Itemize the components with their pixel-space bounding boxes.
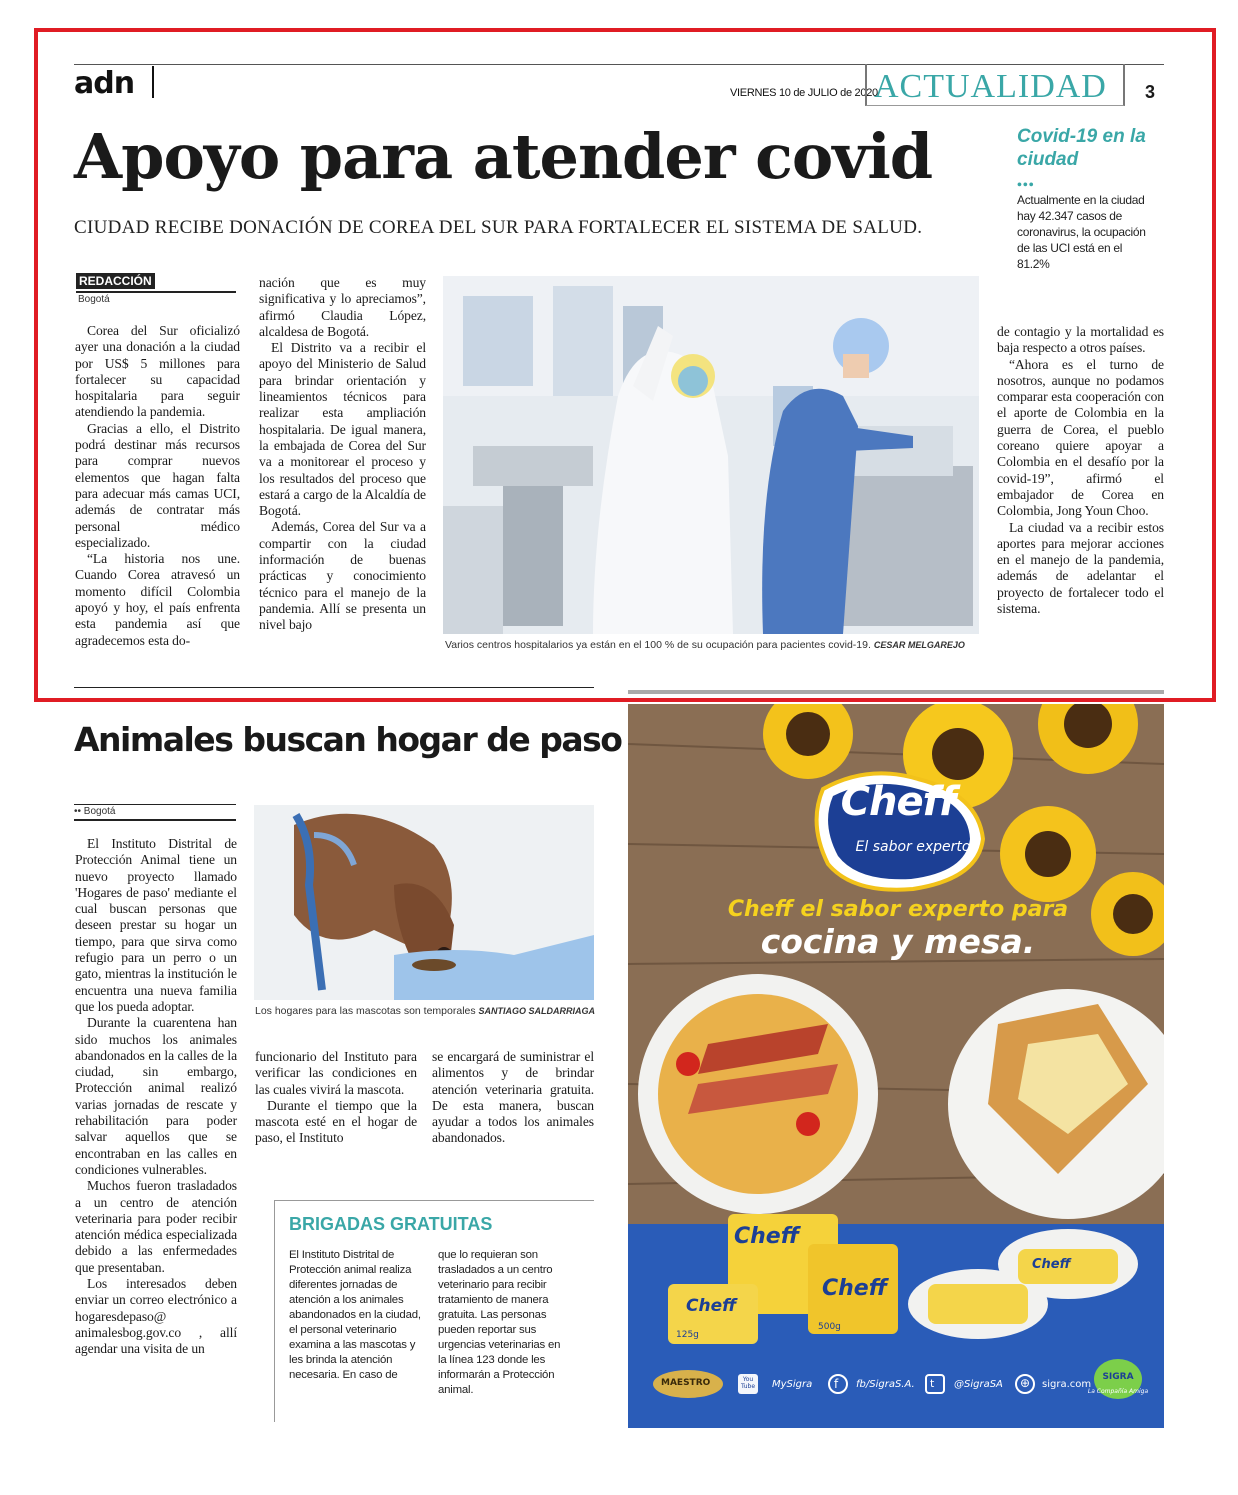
paragraph: Además, Corea del Sur va a compartir con la ciudad información de buenas prácticas y conocimiento técnico para el manejo de la pandemia. Allí se presenta un nivel bajo (259, 519, 426, 633)
article2-location: •• Bogotá (74, 804, 236, 821)
paragraph: Corea del Sur oficializó ayer una donación a la ciudad por US$ 5 millones para fortalecer su capacidad hospitalaria para seguir atendiendo la pandemia. (75, 323, 240, 420)
sidebar-text: Actualmente en la ciudad hay 42.347 casos de coronavirus, la ocupación de las UCI está en el 81.2% (1017, 193, 1146, 271)
hospital-photo (443, 276, 979, 634)
product-label: Cheff (734, 1224, 800, 1249)
newspaper-logo: adn (74, 66, 135, 101)
article-headline: Apoyo para atender covid (74, 120, 933, 193)
article1-column-2 (259, 275, 426, 634)
paragraph: Gracias a ello, el Distrito podrá destinar más recursos para comprar nuevos elementos que hagan falta para adecuar más camas UCI, además de contratar más personal médico especializado. (75, 420, 240, 550)
info-box-column-1: El Instituto Distrital de Protección animal realiza diferentes jornadas de atención a los animales abandonados en la ciudad, el personal veterinario examina a las mascotas y les brinda la atención necesaria. En caso de (289, 1249, 421, 1381)
maestro-badge: MAESTRO (661, 1378, 711, 1388)
social-twitter: @SigraSA (954, 1379, 1003, 1390)
product-label: Cheff (822, 1276, 888, 1301)
article2-column-3 (432, 1049, 594, 1147)
logo-divider (152, 66, 154, 98)
youtube-icon: You Tube (740, 1376, 756, 1390)
product-label: Cheff (1032, 1257, 1071, 1272)
social-facebook: fb/SigraS.A. (856, 1379, 915, 1390)
paragraph: El Instituto Distrital de Protección Animal tiene un nuevo proyecto llamado 'Hogares de paso' mediante el cual buscan personas que deseen prestar su hogar un tiempo, para que sirva como refugio para un perro o un gato, mientras la institución le encuentra una nueva familia que los pueda adoptar. (75, 836, 237, 1014)
caption-text: Los hogares para las mascotas son temporales (255, 1005, 476, 1017)
paragraph: Durante el tiempo que la mascota esté en el hogar de paso, el Instituto (255, 1097, 417, 1146)
social-website: sigra.com (1042, 1379, 1092, 1390)
product-label: Cheff (686, 1296, 737, 1316)
cheff-advertisement (628, 704, 1164, 1428)
paragraph: Muchos fueron trasladados a un centro de atención veterinaria para poder recibir atención médica especializada debido a las enfermedades que presentaban. (75, 1178, 237, 1275)
sigra-tagline: La Compañía Amiga (1087, 1388, 1149, 1395)
photo-credit: SANTIAGO SALDARRIAGA (478, 1006, 596, 1016)
photo-credit: CESAR MELGAREJO (873, 640, 965, 650)
article1-column-1 (75, 323, 240, 649)
facebook-icon: f (834, 1377, 839, 1391)
ad-slogan-line1: Cheff el sabor experto para (727, 897, 1069, 922)
section-divider (74, 687, 594, 688)
brand-tagline: El sabor experto (855, 839, 971, 855)
info-box-column-2: que lo requieran son trasladados a un centro veterinario para recibir tratamiento de manera gratuita. Las personas pueden reportar sus urgencias veterinarias en la línea 123 donde les informarán a Protección animal. (438, 1249, 561, 1396)
paragraph: funcionario del Instituto para verificar las condiciones en las cuales vivirá la mascota. (255, 1049, 417, 1097)
dog-photo (254, 805, 594, 1000)
pack-weight-large: 500g (818, 1322, 841, 1332)
article2-column-1 (75, 836, 237, 1358)
brand-logo: Cheff (840, 779, 956, 825)
byline-location: Bogotá (78, 294, 110, 305)
byline-rule (76, 291, 236, 293)
paragraph: La ciudad va a recibir estos aportes para mejorar acciones en el manejo de la pandemia, además de adelantar el proyecto de fortalecer todo el sistema. (997, 519, 1164, 617)
article2-column-2 (255, 1049, 417, 1147)
sidebar-title: Covid-19 en la ciudad (1017, 126, 1146, 170)
twitter-icon: t (930, 1377, 935, 1390)
photo-caption (255, 1005, 595, 1017)
social-mysigra: MySigra (772, 1379, 813, 1390)
issue-date: VIERNES 10 de JULIO de 2020 (730, 87, 878, 99)
globe-icon: ⊕ (1020, 1376, 1031, 1390)
article-subhead: CIUDAD RECIBE DONACIÓN DE COREA DEL SUR PARA FORTALECER EL SISTEMA DE SALUD. (74, 217, 923, 238)
sidebar-dots: ••• (1017, 178, 1035, 193)
paragraph: se encargará de suministrar el alimentos y de brindar atención veterinaria gratuita. De esta manera, buscan ayudar a todos los animales abandonados. (432, 1049, 594, 1146)
info-box-title: BRIGADAS GRATUITAS (289, 1214, 493, 1234)
paragraph: Los interesados deben enviar un correo electrónico a hogaresdepaso@ animalesbog.gov.co , allí agendar una visita de un (75, 1276, 237, 1357)
byline: REDACCIÓN (76, 273, 155, 289)
caption-text: Varios centros hospitalarios ya están en el 100 % de su ocupación para pacientes covid-19. (445, 639, 871, 651)
article2-headline: Animales buscan hogar de paso (74, 720, 622, 759)
ad-divider (628, 690, 1164, 694)
ad-slogan-line2: cocina y mesa. (760, 922, 1036, 961)
section-name: ACTUALIDAD (874, 68, 1107, 105)
paragraph: de contagio y la mortalidad es baja respecto a otros países. (997, 324, 1164, 356)
article1-column-3 (997, 324, 1164, 617)
page-number: 3 (1145, 82, 1156, 102)
paragraph: nación que es muy significativa y lo apreciamos”, afirmó Claudia López, alcaldesa de Bogotá. (259, 275, 426, 339)
sigra-logo: SIGRA (1102, 1372, 1134, 1382)
pack-weight-small: 125g (676, 1330, 699, 1340)
paragraph: Durante la cuarentena han sido muchos los animales abandonados en la calles de la ciudad, sin embargo, Protección animal realizó varias jornadas de rescate y rehabilitación para poder salvar aquellos que se encontraban en las calles en condiciones vulnerables. (75, 1015, 237, 1177)
paragraph: “La historia nos une. Cuando Corea atravesó un momento difícil Colombia apoyó y hoy, el país enfrenta esta pandemia así que agradecemos esta do- (75, 551, 240, 648)
photo-caption (445, 639, 965, 651)
paragraph: “Ahora es el turno de nosotros, aunque no podamos comparar esta cooperación con el aporte de Colombia en la guerra de Corea, el pueblo coreano quiere apoyar a Colombia en el desafío por la covid-19”, afirmó el embajador de Corea en Colombia, Jong Youn Choo. (997, 356, 1164, 519)
paragraph: El Distrito va a recibir el apoyo del Ministerio de Salud para brindar orientación y lineamientos técnicos para realizar esta ampliación hospitalaria. De igual manera, la embajada de Corea del Sur va a monitorear el proceso y los resultados del proceso que estará a cargo de la Alcaldía de Bogotá. (259, 340, 426, 519)
